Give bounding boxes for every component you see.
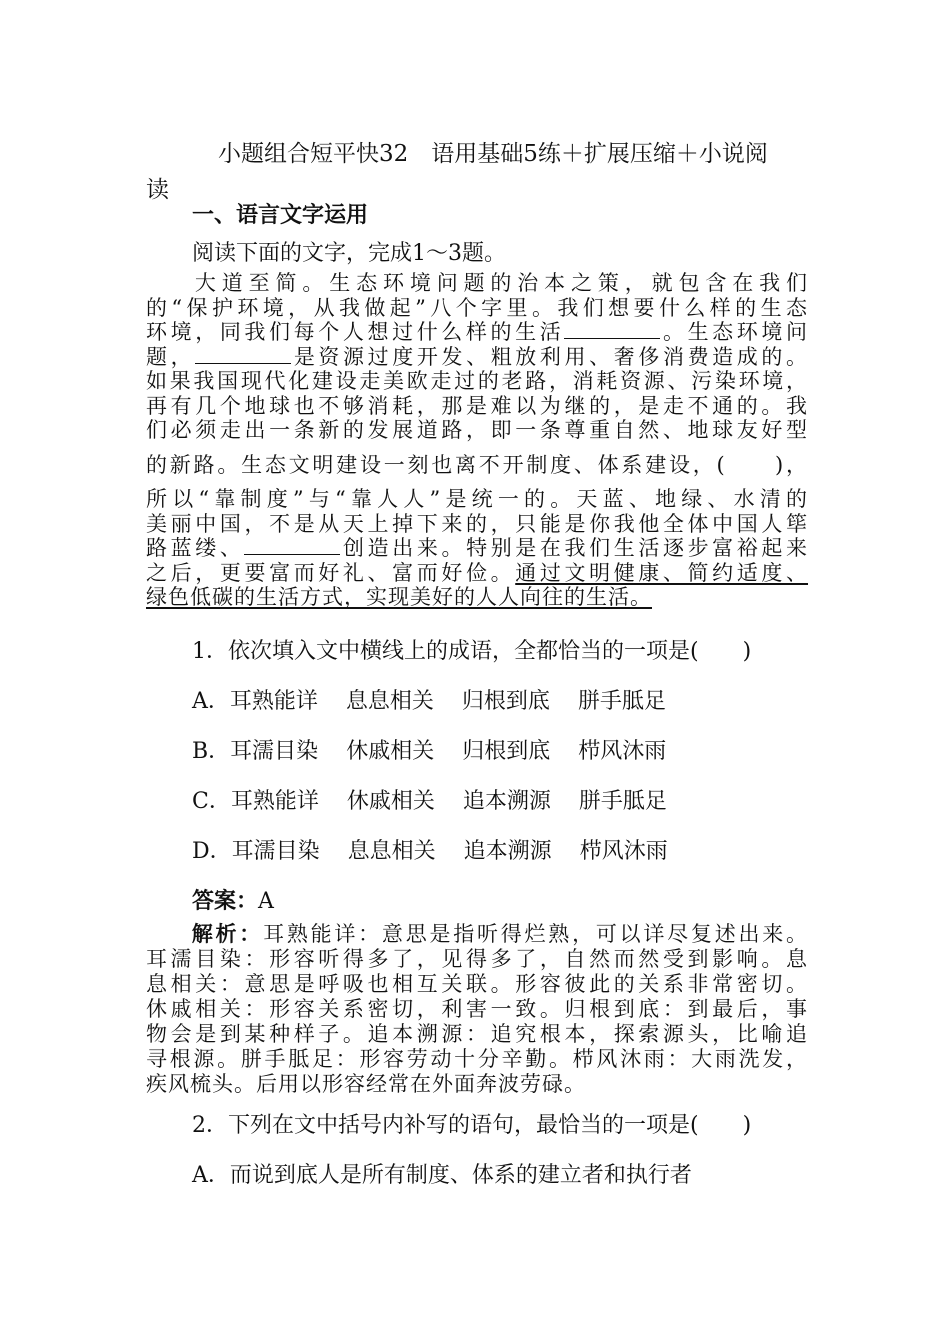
- question-1-answer: 答案：A: [192, 889, 274, 914]
- question-1-analysis: [146, 922, 808, 1097]
- passage-line: 美丽中国，不是从天上掉下来的，只能是你我他全体中国人筚: [146, 511, 808, 536]
- question-1-option-a[interactable]: A．耳熟能详 息息相关 归根到底 胼手胝足: [192, 689, 666, 714]
- section-instruction: 阅读下面的文字，完成1～3题。: [192, 241, 506, 266]
- title-line-2: 读: [146, 177, 169, 203]
- question-1-option-d[interactable]: D．耳濡目染 息息相关 追本溯源 栉风沐雨: [192, 839, 668, 864]
- analysis-line: 耳濡目染：形容听得多了，见得多了，自然而然受到影响。息: [146, 947, 808, 971]
- analysis-line: 寻根源。胼手胝足：形容劳动十分辛勤。栉风沐雨：大雨洗发，: [146, 1047, 808, 1071]
- question-1-option-b[interactable]: B．耳濡目染 休戚相关 归根到底 栉风沐雨: [192, 739, 667, 764]
- passage-line-with-parenthesis: 的新路。生态文明建设一刻也离不开制度、体系建设，( )，: [146, 452, 808, 477]
- question-2-option-a[interactable]: A．而说到底人是所有制度、体系的建立者和执行者: [192, 1163, 692, 1188]
- reading-passage: [146, 271, 808, 610]
- passage-line: 环境，同我们每个人想过什么样的生活 。生态环境问: [146, 320, 809, 344]
- question-2-stem: 2．下列在文中括号内补写的语句，最恰当的一项是( ): [192, 1113, 752, 1138]
- passage-line: 再有几个地球也不够消耗，那是难以为继的，是走不通的。我: [146, 393, 808, 418]
- section-heading: 一、语言文字运用: [192, 203, 369, 228]
- analysis-line: 休戚相关：形容关系密切，利害一致。归根到底：到最后，事: [146, 997, 808, 1021]
- underlined-sentence: 绿色低碳的生活方式，实现美好的人人向往的生活。: [146, 585, 652, 609]
- passage-line: 路蓝缕、 创造出来。特别是在我们生活逐步富裕起来: [146, 536, 809, 560]
- passage-line: 如果我国现代化建设走美欧走过的老路，消耗资源、污染环境，: [146, 369, 808, 393]
- question-1-stem: 1．依次填入文中横线上的成语，全都恰当的一项是( ): [192, 639, 752, 664]
- analysis-line: 解析：耳熟能详：意思是指听得烂熟，可以详尽复述出来。: [190, 922, 808, 946]
- title-line-1: 小题组合短平快32 语用基础5练＋扩展压缩＋小说阅: [218, 141, 768, 167]
- analysis-line: 疾风梳头。后用以形容经常在外面奔波劳碌。: [146, 1072, 586, 1096]
- analysis-line: 息相关：意思是呼吸也相互关联。形容彼此的关系非常密切。: [146, 972, 808, 996]
- passage-line: 之后，更要富而好礼、富而好俭。通过文明健康、简约适度、: [146, 560, 809, 585]
- passage-line: 的“保护环境，从我做起”八个字里。我们想要什么样的生态: [146, 295, 808, 320]
- underlined-sentence: 通过文明健康、简约适度、: [515, 560, 809, 585]
- fill-blank-1[interactable]: [564, 320, 660, 339]
- fill-blank-2[interactable]: [195, 345, 291, 364]
- passage-line: 题， 是资源过度开发、粗放利用、奢侈消费造成的。: [146, 344, 808, 369]
- fill-blank-3[interactable]: [244, 536, 340, 555]
- passage-line: 所以“靠制度”与“靠人人”是统一的。天蓝、地绿、水清的: [146, 487, 808, 511]
- question-1-option-c[interactable]: C．耳熟能详 休戚相关 追本溯源 胼手胝足: [192, 789, 667, 814]
- analysis-line: 物会是到某种样子。追本溯源：追究根本，探索源头，比喻追: [146, 1022, 808, 1046]
- passage-line: 们必须走出一条新的发展道路，即一条尊重自然、地球友好型: [146, 418, 808, 442]
- passage-line: 大道至简。生态环境问题的治本之策，就包含在我们: [190, 271, 808, 295]
